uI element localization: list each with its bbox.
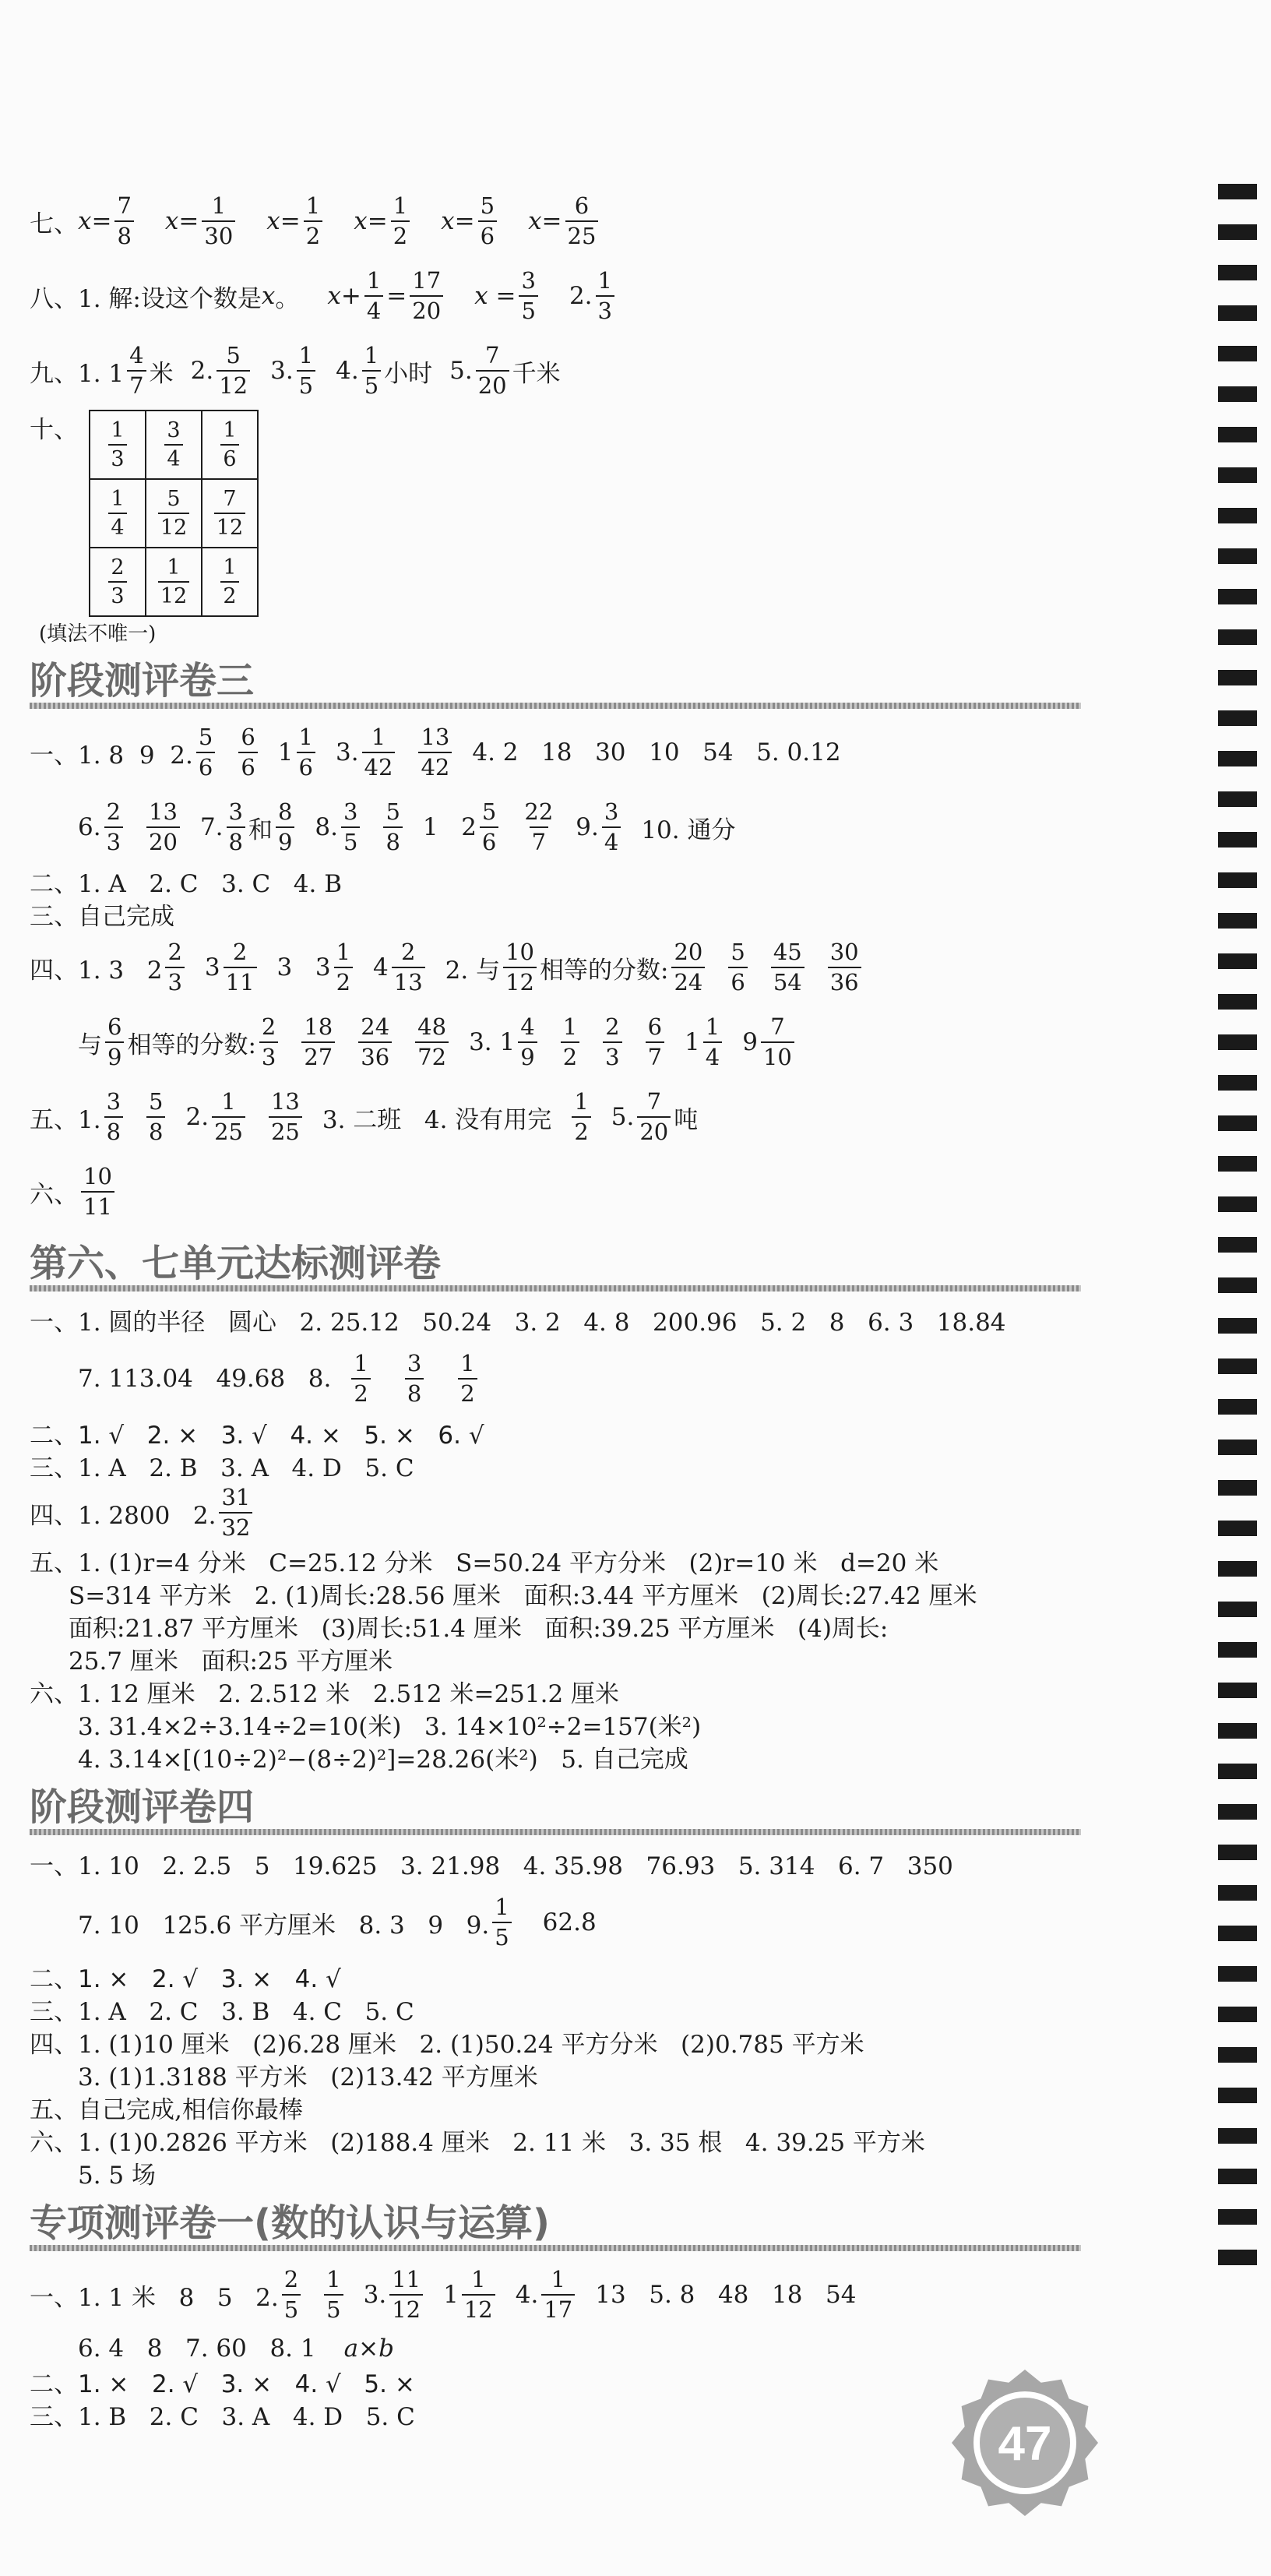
- edge-mark: [1218, 427, 1257, 442]
- answer-text: 3: [204, 953, 220, 981]
- answer-text: 三、1. B 2. C 3. A 4. D 5. C: [30, 2402, 415, 2431]
- answer-line: [30, 1707, 1089, 1740]
- answer-text: 三、1. A 2. C 3. B 4. C 5. C: [30, 1997, 414, 2026]
- fraction: $\frac{1}{2}$: [351, 1352, 370, 1405]
- edge-mark: [1218, 2209, 1257, 2225]
- answer-text: 三、1. A 2. B 3. A 4. D 5. C: [30, 1454, 414, 1482]
- answer-text: 一、1. 8 9 2.: [30, 741, 193, 770]
- answer-line: [30, 897, 1089, 930]
- var-x: x =: [474, 282, 516, 310]
- answer-text: 13 5. 8 48 18 54: [595, 2281, 857, 2309]
- section-title: 阶段测评卷四: [30, 1785, 255, 1829]
- edge-mark: [1218, 1358, 1257, 1374]
- fraction: $\frac{1}{3}$: [596, 270, 614, 322]
- fraction: $\frac{5}{8}$: [383, 801, 402, 854]
- edge-mark: [1218, 1277, 1257, 1293]
- fraction: $\frac{6}{6}$: [238, 726, 257, 779]
- answer-text: 四、1. 2800 2.: [30, 1501, 217, 1530]
- answer-text: 1: [277, 738, 294, 766]
- edge-mark: [1218, 1561, 1257, 1577]
- fraction: $\frac{13}{20}$: [146, 801, 180, 854]
- fraction: $\frac{3}{8}$: [405, 1352, 424, 1405]
- answer-text: 八、1. 解:设这个数是: [30, 284, 262, 313]
- edge-mark: [1218, 1480, 1257, 1496]
- answer-text: 5. 5 场: [78, 2161, 157, 2190]
- answer-content: [30, 184, 1089, 2430]
- fraction: $\frac{5}{6}$: [478, 195, 497, 248]
- answer-line: [30, 1005, 1089, 1080]
- answer-text: 5.: [449, 357, 473, 385]
- unit: 千米: [512, 359, 561, 388]
- heading-rule: [30, 703, 1081, 709]
- answer-text: 二、1. × 2. √ 3. × 4. √: [30, 1965, 341, 1993]
- answer-line: [30, 2257, 1089, 2332]
- fraction: $\frac{6}{7}$: [646, 1016, 664, 1069]
- edge-mark: [1218, 224, 1257, 240]
- answer-text: 面积:21.87 平方厘米 (3)周长:51.4 厘米 面积:39.25 平方厘米 (4)周长:: [69, 1614, 889, 1643]
- fraction: $\frac{3}{8}$: [227, 801, 245, 854]
- fraction: $\frac{1}{4}$: [703, 1016, 722, 1069]
- fraction: $\frac{3}{5}$: [341, 801, 360, 854]
- answer-text: 2.: [569, 282, 593, 310]
- edge-mark: [1218, 994, 1257, 1010]
- fraction: $\frac{11}{12}$: [389, 2268, 423, 2321]
- section-heading: [30, 1232, 1089, 1292]
- edge-mark: [1218, 1318, 1257, 1334]
- fraction: $\frac{2}{3}$: [603, 1016, 621, 1069]
- edge-mark: [1218, 2250, 1257, 2265]
- edge-mark: [1218, 346, 1257, 361]
- answer-line: [30, 2091, 1089, 2123]
- edge-mark: [1218, 1440, 1257, 1455]
- edge-mark: [1218, 508, 1257, 523]
- answer-text: 3.: [335, 738, 359, 766]
- var-x: x: [441, 207, 455, 235]
- fraction: $\frac{1}{25}$: [212, 1091, 245, 1144]
- grid-cell: $\frac{2}{3}$: [90, 548, 146, 616]
- answer-text: 一、1. 10 2. 2.5 5 19.625 3. 21.98 4. 35.98 76.93 5. 314 6. 7 350: [30, 1852, 953, 1880]
- fraction: $\frac{6}{9}$: [105, 1016, 124, 1069]
- var-x: x: [528, 207, 542, 235]
- fraction: $\frac{1}{4}$: [364, 270, 383, 322]
- section-title: 专项测评卷一(数的认识与运算): [30, 2201, 550, 2245]
- answer-text: 六、: [30, 1180, 78, 1209]
- answer-text: 相等的分数:: [127, 1031, 256, 1059]
- answer-text: S=314 平方米 2. (1)周长:28.56 厘米 面积:3.44 平方厘米 (2)周长:27.42 厘米: [69, 1581, 977, 1610]
- edge-mark: [1218, 1966, 1257, 1982]
- fraction: $\frac{18}{27}$: [301, 1016, 335, 1069]
- edge-mark: [1218, 1683, 1257, 1698]
- fraction: $\frac{10}{11}$: [81, 1165, 114, 1218]
- edge-mark: [1218, 953, 1257, 969]
- answer-line-7: [30, 184, 1089, 259]
- fraction: $\frac{2}{3}$: [104, 801, 123, 854]
- edge-mark: [1218, 184, 1257, 199]
- edge-mark: [1218, 548, 1257, 564]
- edge-mark: [1218, 1237, 1257, 1253]
- edge-mark: [1218, 1602, 1257, 1617]
- answer-line: [30, 1675, 1089, 1707]
- fraction: $\frac{5}{6}$: [480, 801, 498, 854]
- fraction: $\frac{4}{7}$: [127, 344, 146, 397]
- answer-text: 6.: [78, 813, 101, 841]
- grid-cell: $\frac{5}{12}$: [146, 479, 202, 548]
- answer-text: a×b: [343, 2335, 394, 2363]
- answer-line: [30, 865, 1089, 897]
- grid-cell: $\frac{7}{12}$: [202, 479, 258, 548]
- fraction: $\frac{3}{8}$: [104, 1091, 123, 1144]
- fraction: $\frac{1}{2}$: [391, 195, 410, 248]
- answer-line: [30, 2123, 1089, 2156]
- edge-mark: [1218, 467, 1257, 483]
- fraction: $\frac{1}{17}$: [541, 2268, 575, 2321]
- answer-line: [30, 2025, 1089, 2058]
- answer-text: 二、1. × 2. √ 3. × 4. √ 5. ×: [30, 2370, 415, 2398]
- heading-rule: [30, 1829, 1081, 1835]
- fraction: $\frac{3}{4}$: [602, 801, 621, 854]
- answer-text: 四、1. (1)10 厘米 (2)6.28 厘米 2. (1)50.24 平方分米 (2)0.785 平方米: [30, 2030, 864, 2059]
- answer-text: 3.: [270, 357, 294, 385]
- answer-text: 1: [685, 1028, 700, 1056]
- grid-cell: $\frac{1}{12}$: [146, 548, 202, 616]
- var-x: x: [78, 207, 92, 235]
- answer-text: 五、自己完成,相信你最棒: [30, 2095, 303, 2124]
- edge-mark: [1218, 1399, 1257, 1415]
- fraction: $\frac{1}{2}$: [572, 1091, 590, 1144]
- answer-text: 5.: [611, 1103, 635, 1131]
- answer-line: [30, 2332, 1089, 2365]
- edge-mark: [1218, 751, 1257, 766]
- edge-mark: [1218, 1034, 1257, 1050]
- edge-mark: [1218, 265, 1257, 280]
- unit: 小时: [384, 359, 433, 388]
- fraction: $\frac{1}{12}$: [462, 2268, 495, 2321]
- edge-marks: [1218, 184, 1259, 2290]
- answer-text: 4. 3.14×[(10÷2)²−(8÷2)²]=28.26(米²) 5. 自己完成: [78, 1745, 688, 1774]
- equals: =: [541, 207, 562, 235]
- answer-text: 9.: [576, 813, 599, 841]
- fraction: $\frac{6}{25}$: [565, 195, 599, 248]
- equals: =: [386, 282, 407, 310]
- answer-text: 2. 与: [445, 956, 501, 985]
- answer-text: 相等的分数:: [540, 956, 669, 985]
- answer-text: 2.: [190, 357, 214, 385]
- magic-square: [89, 410, 259, 617]
- fraction: $\frac{1}{5}$: [362, 344, 381, 397]
- edge-mark: [1218, 1115, 1257, 1131]
- page-number-badge: [947, 2368, 1103, 2524]
- answer-text: 3. 1: [469, 1028, 516, 1056]
- answer-text: 9: [742, 1028, 758, 1056]
- fraction: $\frac{2}{3}$: [165, 941, 184, 994]
- fraction: $\frac{22}{7}$: [524, 798, 554, 855]
- answer-line-10: [30, 410, 1089, 617]
- fraction: $\frac{24}{36}$: [358, 1016, 392, 1069]
- grid-cell: $\frac{1}{6}$: [202, 411, 258, 479]
- answer-line: [30, 1960, 1089, 1993]
- grid-cell: $\frac{1}{4}$: [90, 479, 146, 548]
- edge-mark: [1218, 2169, 1257, 2184]
- answer-line: [30, 2156, 1089, 2189]
- fraction: $\frac{5}{12}$: [217, 344, 250, 397]
- edge-mark: [1218, 1156, 1257, 1172]
- fraction: $\frac{20}{24}$: [671, 941, 705, 994]
- answer-text: 一、1. 圆的半径 圆心 2. 25.12 50.24 3. 2 4. 8 200.96 5. 2 8 6. 3 18.84: [30, 1308, 1006, 1337]
- unit: 吨: [674, 1105, 699, 1134]
- answer-text: 8.: [315, 813, 338, 841]
- edge-mark: [1218, 1926, 1257, 1941]
- heading-rule: [30, 2245, 1081, 2251]
- answer-line: [30, 1993, 1089, 2025]
- answer-line: [30, 1482, 1089, 1544]
- var-x: x+: [327, 282, 361, 310]
- fraction: $\frac{5}{8}$: [146, 1091, 165, 1144]
- answer-text: 和: [248, 816, 273, 844]
- edge-mark: [1218, 1845, 1257, 1860]
- fraction: $\frac{7}{10}$: [761, 1016, 794, 1069]
- fraction: $\frac{1}{5}$: [324, 2268, 343, 2321]
- fraction: $\frac{2}{5}$: [282, 2268, 301, 2321]
- edge-mark: [1218, 1075, 1257, 1091]
- fraction: $\frac{2}{3}$: [259, 1016, 278, 1069]
- fraction: $\frac{2}{11}$: [224, 941, 257, 994]
- answer-text: 7. 113.04 49.68 8.: [78, 1365, 332, 1393]
- fraction: $\frac{4}{9}$: [518, 1016, 537, 1069]
- fraction: $\frac{1}{2}$: [334, 941, 353, 994]
- fraction: $\frac{1}{2}$: [458, 1352, 477, 1405]
- answer-line-9: [30, 333, 1089, 408]
- fraction: $\frac{1}{6}$: [297, 726, 315, 779]
- section-title: 阶段测评卷三: [30, 659, 255, 703]
- var-x: x: [266, 207, 280, 235]
- section-heading: [30, 650, 1089, 709]
- answer-line: [30, 1740, 1089, 1773]
- fraction: $\frac{48}{72}$: [415, 1016, 449, 1069]
- answer-text: 4. 2 18 30 10 54 5. 0.12: [472, 738, 841, 766]
- answer-text: 10. 通分: [641, 816, 736, 844]
- edge-mark: [1218, 1521, 1257, 1536]
- answer-text: 3. 31.4×2÷3.14÷2=10(米) 3. 14×10²÷2=157(米²): [78, 1712, 702, 1741]
- answer-text: 六、1. (1)0.2826 平方米 (2)188.4 厘米 2. 11 米 3. 35 根 4. 39.25 平方米: [30, 2128, 925, 2157]
- fraction: $\frac{7}{20}$: [637, 1091, 671, 1144]
- edge-mark: [1218, 2128, 1257, 2144]
- grid-cell: $\frac{1}{3}$: [90, 411, 146, 479]
- answer-text: 1: [443, 2281, 459, 2309]
- equals: =: [367, 207, 388, 235]
- edge-mark: [1218, 1723, 1257, 1739]
- answer-line: [30, 1449, 1089, 1482]
- fraction: $\frac{5}{6}$: [728, 941, 747, 994]
- edge-mark: [1218, 1764, 1257, 1779]
- answer-text: 7.: [199, 813, 224, 841]
- answer-text: 九、1. 1: [30, 359, 125, 388]
- equals: =: [454, 207, 475, 235]
- fraction: $\frac{1}{5}$: [297, 344, 315, 397]
- fraction: $\frac{10}{12}$: [503, 941, 537, 994]
- answer-text: 25.7 厘米 面积:25 平方厘米: [69, 1647, 393, 1676]
- equals: =: [91, 207, 112, 235]
- answer-text: 五、1.: [30, 1105, 101, 1134]
- fraction: $\frac{13}{25}$: [269, 1091, 302, 1144]
- answer-line: [30, 1416, 1089, 1449]
- answer-line: [30, 930, 1089, 1005]
- period: 。: [275, 284, 300, 313]
- answer-line: [30, 1298, 1089, 1341]
- section-title: 第六、七单元达标测评卷: [30, 1242, 442, 1285]
- edge-mark: [1218, 2007, 1257, 2022]
- edge-mark: [1218, 670, 1257, 685]
- answer-line: [30, 2398, 1089, 2430]
- fraction: $\frac{3}{5}$: [519, 270, 537, 322]
- answer-text: 4.: [336, 357, 359, 385]
- section-heading: [30, 2192, 1089, 2251]
- edge-mark: [1218, 589, 1257, 604]
- fraction: $\frac{2}{13}$: [392, 941, 425, 994]
- fraction: $\frac{30}{36}$: [828, 941, 861, 994]
- var-x: x: [164, 207, 179, 235]
- answer-text: 4: [373, 953, 389, 981]
- fraction: $\frac{5}{6}$: [196, 726, 215, 779]
- edge-mark: [1218, 2047, 1257, 2063]
- answer-line: [30, 1609, 1089, 1642]
- edge-mark: [1218, 791, 1257, 807]
- answer-line: [30, 1154, 1089, 1229]
- fraction: $\frac{1}{2}$: [561, 1016, 579, 1069]
- item-label: 十、: [30, 416, 78, 444]
- edge-mark: [1218, 913, 1257, 929]
- answer-line: [30, 715, 1089, 790]
- fraction: $\frac{31}{32}$: [219, 1486, 252, 1539]
- edge-mark: [1218, 629, 1257, 645]
- answer-text: 2.: [185, 1103, 209, 1131]
- fraction: $\frac{17}{20}$: [410, 270, 443, 322]
- answer-line: [30, 2365, 1089, 2398]
- answer-text: 六、1. 12 厘米 2. 2.512 米 2.512 米=251.2 厘米: [30, 1679, 620, 1708]
- answer-line: [30, 1341, 1089, 1416]
- fraction: $\frac{8}{9}$: [276, 801, 294, 854]
- heading-rule: [30, 1285, 1081, 1292]
- answer-line: [30, 1544, 1089, 1577]
- edge-mark: [1218, 832, 1257, 848]
- answer-text: 3. (1)1.3188 平方米 (2)13.42 平方厘米: [78, 2063, 538, 2091]
- answer-text: 6. 4 8 7. 60 8. 1: [78, 2335, 316, 2363]
- answer-text: 1 2: [422, 813, 477, 841]
- answer-text: 五、1. (1)r=4 分米 C=25.12 分米 S=50.24 平方分米 (2)r=10 米 d=20 米: [30, 1549, 939, 1577]
- answer-line: [30, 1577, 1089, 1609]
- fraction: $\frac{1}{5}$: [492, 1896, 511, 1949]
- answer-text: 3.: [363, 2281, 387, 2309]
- unit: 米: [149, 359, 174, 388]
- answer-text: 7. 10 125.6 平方厘米 8. 3 9 9.: [78, 1911, 490, 1940]
- edge-mark: [1218, 1804, 1257, 1820]
- edge-mark: [1218, 1196, 1257, 1212]
- fraction: $\frac{13}{42}$: [418, 726, 452, 779]
- equals: =: [178, 207, 199, 235]
- answer-text: 二、1. √ 2. × 3. √ 4. × 5. × 6. √: [30, 1421, 484, 1450]
- answer-line: [30, 790, 1089, 865]
- edge-mark: [1218, 1885, 1257, 1901]
- edge-mark: [1218, 872, 1257, 888]
- fraction: $\frac{1}{30}$: [202, 195, 235, 248]
- grid-cell: $\frac{3}{4}$: [146, 411, 202, 479]
- answer-text: 二、1. A 2. C 3. C 4. B: [30, 869, 343, 898]
- var-x: x: [261, 282, 276, 310]
- answer-line-8: [30, 259, 1089, 333]
- answer-text: 三、自己完成: [30, 902, 174, 931]
- fraction: $\frac{45}{54}$: [771, 941, 804, 994]
- page-number: 47: [998, 2417, 1052, 2471]
- var-x: x: [354, 207, 368, 235]
- answer-text: 3. 二班 4. 没有用完: [322, 1105, 552, 1134]
- fraction: $\frac{1}{42}$: [362, 726, 396, 779]
- fraction: $\frac{7}{20}$: [476, 344, 509, 397]
- answer-text: 3 3: [276, 953, 331, 981]
- grid-cell: $\frac{1}{2}$: [202, 548, 258, 616]
- equals: =: [280, 207, 301, 235]
- grid-note: (填法不唯一): [39, 622, 157, 646]
- answer-line: [30, 1642, 1089, 1675]
- answer-text: 62.8: [542, 1908, 597, 1936]
- edge-mark: [1218, 1642, 1257, 1658]
- answer-line: [30, 1080, 1089, 1154]
- fraction: $\frac{1}{2}$: [304, 195, 322, 248]
- answer-line: [30, 1885, 1089, 1960]
- edge-mark: [1218, 386, 1257, 402]
- answer-text: 四、1. 3 2: [30, 956, 163, 985]
- answer-text: 与: [78, 1031, 102, 1059]
- item-label: 七、: [30, 210, 78, 238]
- edge-mark: [1218, 305, 1257, 321]
- answer-text: 一、1. 1 米 8 5 2.: [30, 2283, 279, 2312]
- edge-mark: [1218, 710, 1257, 726]
- answer-line: [30, 2058, 1089, 2091]
- fraction: $\frac{7}{8}$: [114, 195, 133, 248]
- edge-mark: [1218, 2088, 1257, 2103]
- answer-text: 4.: [515, 2281, 539, 2309]
- section-heading: [30, 1776, 1089, 1835]
- answer-line: [30, 1841, 1089, 1885]
